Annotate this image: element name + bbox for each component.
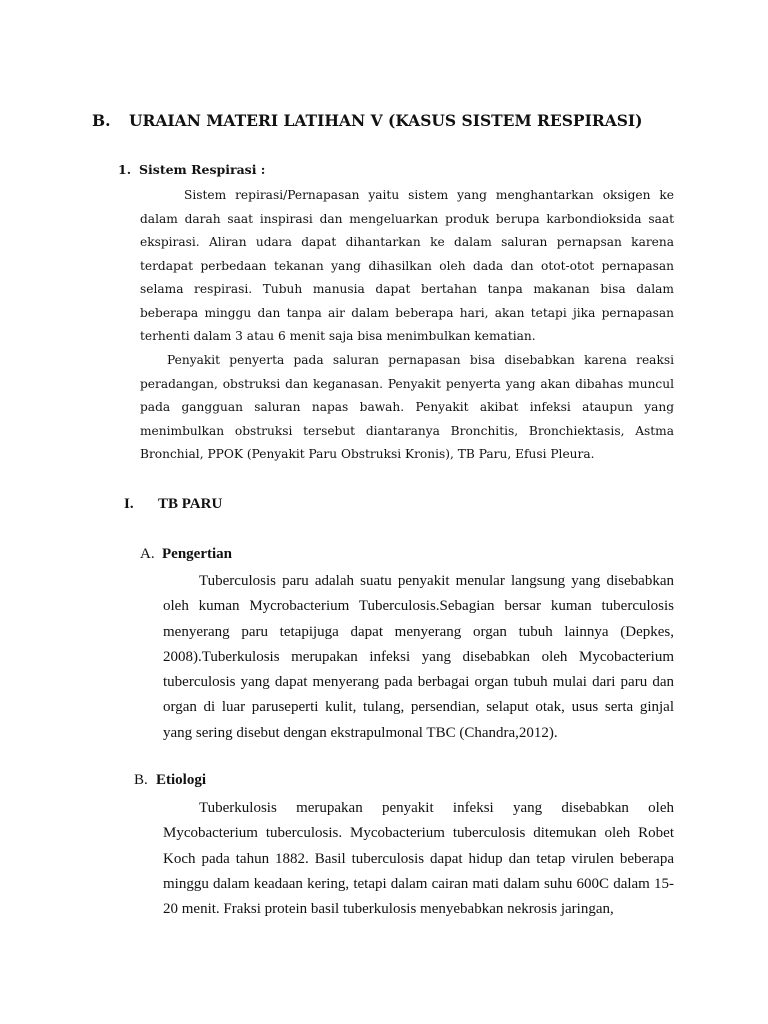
- subsection-title: Pengertian: [162, 546, 232, 562]
- section-number: I.: [124, 496, 134, 512]
- section-number: B.: [92, 111, 111, 130]
- respirasi-paragraph-2: Penyakit penyerta pada saluran pernapasan bisa disebabkan karena reaksi peradangan, obstruksi dan keganasan. Penyakit penyerta yang akan dibahas muncul pada gangguan saluran napas bawah. Penyakit akibat infeksi ataupun yang menimbulkan obstruksi tersebut diantaranya Bronchitis, Bronchiektasis, Astma Bronchial, PPOK (Penyakit Paru Obstruksi Kronis), TB Paru, Efusi Pleura.: [140, 353, 674, 461]
- section-heading-i: [124, 496, 222, 513]
- subsection-heading-a: [140, 546, 232, 563]
- section-title: URAIAN MATERI LATIHAN V (KASUS SISTEM RESPIRASI): [129, 111, 643, 130]
- pengertian-paragraph: Tuberculosis paru adalah suatu penyakit menular langsung yang disebabkan oleh kuman Mycrobacterium Tuberculosis.Sebagian bersar kuman tuberculosis menyerang paru tetapijuga dapat menyerang organ tubuh lainnya (Depkes, 2008).Tuberkulosis merupakan infeksi yang disebabkan oleh Mycobacterium tuberculosis yang dapat menyerang pada berbagai organ tubuh mulai dari paru dan organ di luar paruseperti kulit, tulang, persendian, selaput otak, usus serta ginjal yang sering disebut dengan ekstrapulmonal TBC (Chandra,2012).: [163, 573, 674, 741]
- section-heading-b: [92, 111, 712, 130]
- subsection-number: A.: [140, 546, 155, 562]
- subsection-heading-b: [134, 772, 206, 789]
- subsection-title: Etiologi: [156, 772, 207, 788]
- respirasi-paragraph-1: Sistem repirasi/Pernapasan yaitu sistem yang menghantarkan oksigen ke dalam darah saat inspirasi dan mengeluarkan produk berupa karbondioksida saat ekspirasi. Aliran udara dapat dihantarkan ke dalam saluran pernapsan karena terdapat perbedaan tekanan yang dihasilkan oleh dada dan otot-otot pernapasan selama respirasi. Tubuh manusia dapat bertahan tanpa makanan bisa dalam beberapa minggu dan tanpa air dalam beberapa hari, akan tetapi jika pernapasan terhenti dalam 3 atau 6 menit saja bisa menimbulkan kematian.: [140, 188, 674, 343]
- item-number: 1.: [118, 162, 132, 177]
- section-title: TB PARU: [158, 496, 223, 512]
- etiologi-paragraph: Tuberkulosis merupakan penyakit infeksi yang disebabkan oleh Mycobacterium tuberculosis. Mycobacterium tuberculosis ditemukan oleh Robet Koch pada tahun 1882. Basil tuberculosis dapat hidup dan tetap virulen beberapa minggu dalam keadaan kering, tetapi dalam cairan mati dalam suhu 600C dalam 15-20 menit. Fraksi protein basil tuberkulosis menyebabkan nekrosis jaringan,: [163, 800, 674, 918]
- item-heading-1: [118, 162, 265, 177]
- subsection-number: B.: [134, 772, 148, 788]
- item-title: Sistem Respirasi :: [139, 162, 266, 177]
